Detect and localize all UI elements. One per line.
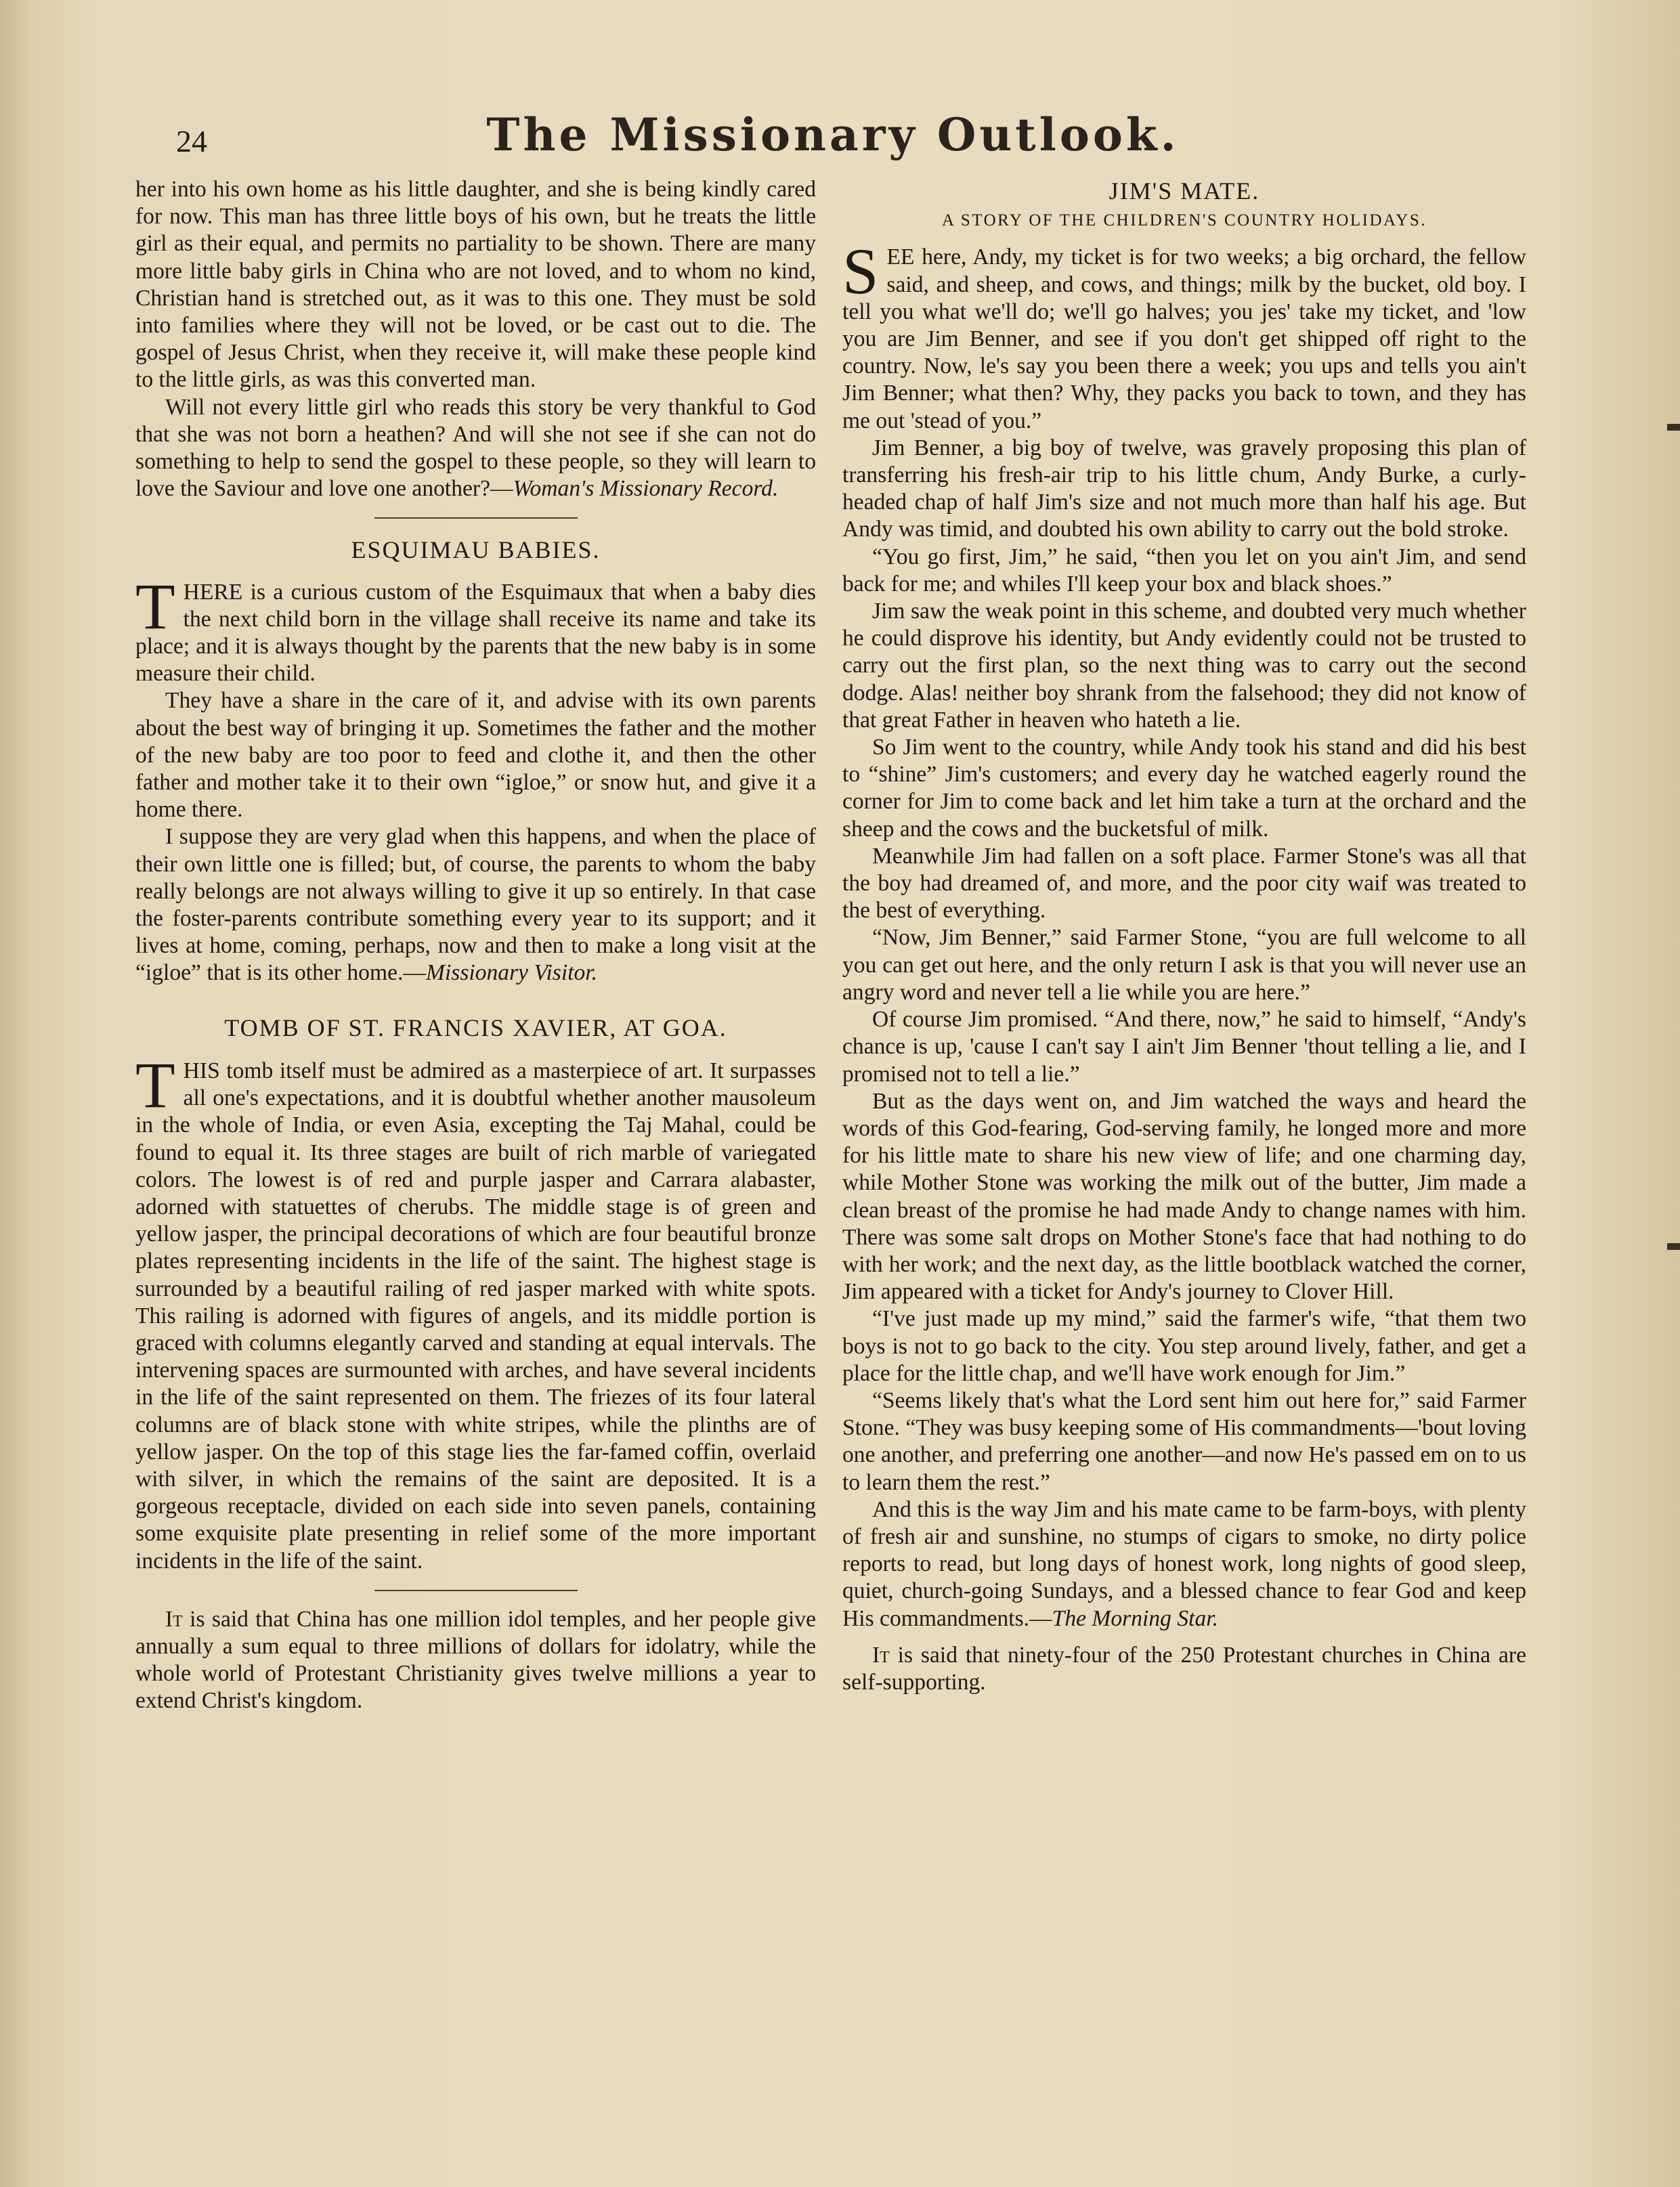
article-title: JIM'S MATE. [1108,177,1260,204]
page-edge-mark [1667,1243,1680,1250]
article-paragraph: They have a share in the care of it, and advise with its own parents about the best way of bringing it up. Sometimes the father and the mother of the new baby are too poor to feed and clothe it, and then the other father and mother take it to their own “igloe,” or snow hut, and give it a home there. [135,688,816,823]
news-note: It is said that China has one million idol temples, and her people give annually a sum equal to three millions of dollars for idolatry, while the whole world of Protestant Christianity gives twelve millions a year to extend Christ's kingdom. [135,1606,816,1714]
article-paragraph: her into his own home as his little daughter, and she is being kindly cared for now. This man has three little boys of his own, but he treats the little girl as their equal, and permits no partiality to be shown. There are many more little baby girls in China who are not loved, and to whom no kind, Christian hand is stretched out, as it was to this one. They must be sold into families where they will not be loved, or be cast out to die. The gospel of Jesus Christ, when they receive it, will make these people kind to the little girls, as was this converted man. [135,177,816,393]
article-paragraph: THIS tomb itself must be admired as a masterpiece of art. It surpasses all one's expectations, and it is doubtful whether another mausoleum in the whole of India, or even Asia, excepting the Taj Mahal, could be found to equal it. Its three stages are built of rich marble of variegated colors. The lowest is of red and purple jasper and Carrara alabaster, adorned with statuettes of cherubs. The middle stage is of green and yellow jasper, the principal decorations of which are four beautiful bronze plates representing incidents in the life of the saint. The highest stage is surrounded by a beautiful railing of red jasper marked with white spots. This railing is adorned with figures of angels, and its middle portion is graced with columns elegantly carved and standing at equal intervals. The intervening spaces are surmounted with arches, and have several incidents in the life of the saint represented on them. The friezes of its four lateral columns are of black stone with white stripes, while the plinths are of yellow jasper. On the top of this stage lies the far-famed coffin, overlaid with silver, in which the remains of the saint are deposited. It is a gorgeous receptacle, divided on each side into seven panels, containing some exquisite plate presenting in relief some of the more important incidents in the life of the saint. [135,1048,816,1574]
article-paragraph: So Jim went to the country, while Andy took his stand and did his best to “shine” Jim's customers; and every day he watched eagerly round the corner for Jim to come back and let him take a turn at the orchard and the sheep and the cows and the bucketsful of milk. [842,735,1526,842]
article-paragraph: “Now, Jim Benner,” said Farmer Stone, “you are full welcome to all you can get out here, and the only return I ask is that you will never use an angry word and never tell a lie while you are here.” [842,925,1526,1005]
article-paragraph: Jim saw the weak point in this scheme, and doubted very much whether he could disprove his identity, but Andy evidently could not be trusted to carry out the first plan, so the next thing was to carry out the second dodge. Alas! neither boy shrank from the falsehood; they did not know of that great Father in heaven who hateth a lie. [842,599,1526,733]
section-divider [374,517,578,519]
left-column [135,176,816,1715]
article-title: ESQUIMAU BABIES. [351,536,601,564]
article-paragraph: SEE here, Andy, my ticket is for two weeks; a big orchard, the fellow said, and sheep, and cows, and things; milk by the bucket, old boy. I tell you what we'll do; we'll go halves; you jes' take my ticket, and 'low you are Jim Benner, and see if you don't get shipped off right to the country. Now, le's say you been there a week; you ups and tells you ain't Jim Benner; what then? Why, they packs you back to town, and they has me out 'stead of you.” [842,235,1526,433]
article-paragraph: “Seems likely that's what the Lord sent him out here for,” said Farmer Stone. “They was busy keeping some of His commandments—'bout loving one another, and preferring one another—and now He's passed em on to us to learn them the rest.” [842,1387,1526,1495]
page-header [135,108,1530,183]
right-column [842,176,1526,1696]
article-paragraph: And this is the way Jim and his mate came to be farm-boys, with plenty of fresh air and sunshine, no stumps of cigars to smoke, no dirty police reports to read, but long days of honest work, long nights of good sleep, quiet, church-going Sundays, and a blessed chance to fear God and keep His commandments.—The Morning Star. [842,1496,1526,1631]
article-paragraph: But as the days went on, and Jim watched the ways and heard the words of this God-fearing, God-serving family, he longed more and more for his little mate to share his new view of life; and one charming day, while Mother Stone was working the milk out of the butter, Jim made a clean breast of the promise he had made Andy to change names with him. There was some salt drops on Mother Stone's face that had nothing to do with her work; and the next day, as the little bootblack watched the corner, Jim appeared with a ticket for Andy's journey to Clover Hill. [842,1088,1526,1305]
drop-cap: T [135,1048,175,1121]
article-paragraph: I suppose they are very glad when this happens, and when the place of their own little one is filled; but, of course, the parents to whom the baby really belongs are not always willing to give it up so entirely. In that case the foster-parents contribute something every year to its support; and it lives at home, coming, perhaps, now and then to make a long visit at the “igloe” that is its other home.—Missionary Visitor. [135,824,816,986]
drop-cap: T [135,569,175,643]
article-subtitle: A STORY OF THE CHILDREN'S COUNTRY HOLIDAYS. [941,211,1427,230]
article-paragraph: “I've just made up my mind,” said the farmer's wife, “that them two boys is not to go back to the city. You step around lively, father, and get a place for the little chap, and we'll have work enough for Jim.” [842,1306,1526,1386]
article-paragraph: Jim Benner, a big boy of twelve, was gravely proposing this plan of transferring his fresh-air trip to his little chum, Andy Burke, a curly-headed chap of half Jim's size and not much more than half his age. But Andy was timid, and doubted his own ability to carry out the bold stroke. [842,435,1526,542]
article-paragraph: Will not every little girl who reads this story be very thankful to God that she was not born a heathen? And will she not see if she can not do something to help to send the gospel to these people, so they will learn to love the Saviour and love one another?—Woman's Missionary Record. [135,394,816,502]
article-paragraph: “You go first, Jim,” he said, “then you let on you ain't Jim, and send back for me; and whiles I'll keep your box and black shoes.” [842,544,1526,597]
source-citation: The Morning Star. [1052,1605,1218,1631]
source-citation: Missionary Visitor. [425,960,598,986]
article-paragraph: THERE is a curious custom of the Esquimaux that when a baby dies the next child born in the village shall receive its name and take its place; and it is always thought by the parents that the new baby is in some measure their child. [135,569,816,687]
article-paragraph: Meanwhile Jim had fallen on a soft place. Farmer Stone's was all that the boy had dreamed of, and more, and the poor city waif was treated to the best of everything. [842,843,1526,924]
source-citation: Woman's Missionary Record. [513,476,779,502]
section-divider [374,1590,578,1591]
page-number: 24 [176,124,207,158]
article-title: TOMB OF ST. FRANCIS XAVIER, AT GOA. [224,1014,727,1041]
magazine-title: The Missionary Outlook. [486,108,1180,161]
page-edge-mark [1667,424,1680,431]
news-note: It is said that ninety-four of the 250 Protestant churches in China are self-supporting. [842,1642,1526,1695]
drop-cap: S [842,235,879,308]
article-paragraph: Of course Jim promised. “And there, now,” he said to himself, “Andy's chance is up, 'cause I can't say I ain't Jim Benner 'thout telling a lie, and I promised not to tell a lie.” [842,1007,1526,1087]
